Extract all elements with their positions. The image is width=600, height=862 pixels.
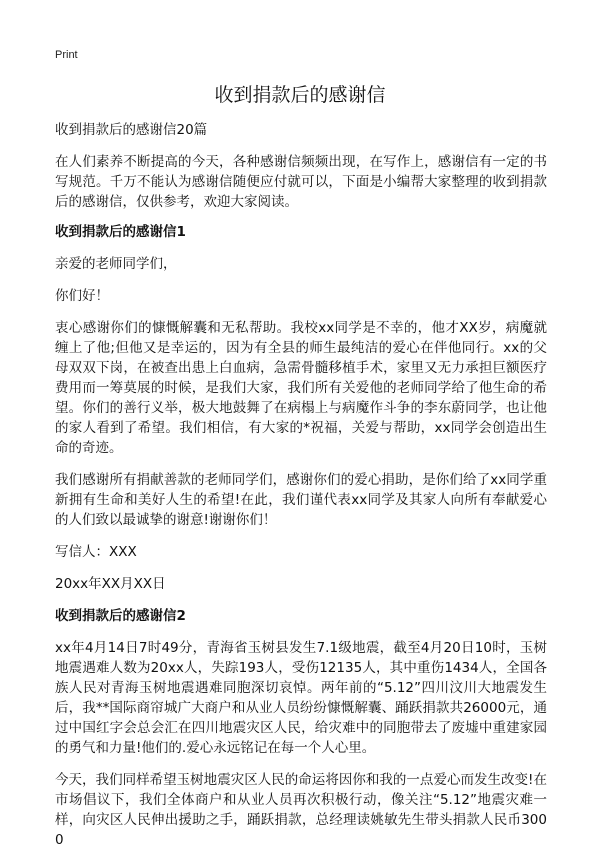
letter2-paragraph-1: xx年4月14日7时49分，青海省玉树县发生7.1级地震，截至4月20日10时，玉树地震遇难人数为20xx人，失踪193人，受伤12135人，其中重伤1434人，全国各族人民对青海玉树地震遇难同胞深切哀悼。两年前的“5.12”四川汶川大地震发生后，我**国际商帘城广大商户和从业人员纷纷慷慨解囊、踊跃捐款共26000元，通过中国红字会总会汇在四川地震灾区人民，给灾难中的同胞带去了废墟中重建家园的勇气和力量!他们的.爱心永远铭记在每一个人心里。: [55, 640, 547, 756]
letter1-paragraph-1: 衷心感谢你们的慷慨解囊和无私帮助。我校xx同学是不幸的，他才XX岁，病魔就缠上了他;但他又是幸运的，因为有全县的师生最纯洁的爱心在伴他同行。xx的父母双双下岗，在被查出患上白血病，急需骨髓移植手术，家里又无力承担巨额医疗费用而一筹莫展的时候，是我们大家，我们所有关爱他的老师同学给了他生命的希望。你们的善行义举，极大地鼓舞了在病榻上与病魔作斗争的李东蔚同学，也让他的家人看到了希望。我们相信，有大家的*祝福，关爱与帮助，xx同学会创造出生命的奇迹。: [55, 320, 547, 456]
letter1-heading: 收到捐款后的感谢信1: [55, 224, 186, 240]
document-subtitle: 收到捐款后的感谢信20篇: [55, 122, 208, 138]
letter1-salutation: 亲爱的老师同学们，: [55, 256, 177, 272]
letter1-paragraph-2: 我们感谢所有捐献善款的老师同学们，感谢你们的爱心捐助，是你们给了xx同学重新拥有生命和美好人生的希望!在此，我们谨代表xx同学及其家人向所有奉献爱心的人们致以最诚挚的谢意!谢谢你们！: [55, 472, 547, 528]
intro-paragraph: 在人们素养不断提高的今天，各种感谢信频频出现，在写作上，感谢信有一定的书写规范。千万不能认为感谢信随便应付就可以，下面是小编帮大家整理的收到捐款后的感谢信，仅供参考，欢迎大家阅读。: [55, 154, 547, 210]
letter1-signer: 写信人：XXX: [55, 544, 137, 560]
document-body: [55, 120, 547, 862]
print-link[interactable]: Print: [55, 49, 78, 61]
page-title: 收到捐款后的感谢信: [214, 84, 386, 106]
letter1-greeting: 你们好！: [55, 288, 109, 304]
letter1-date: 20xx年XX月XX日: [55, 576, 166, 592]
letter2-paragraph-2: 今天，我们同样希望玉树地震灾区人民的命运将因你和我的一点爱心而发生改变!在市场倡议下，我们全体商户和从业人员再次积极行动，像关注“5.12”地震灾难一样，向灾区人民伸出援助之手，踊跃捐款，总经理读姚敏先生带头捐款人民币3000: [55, 772, 547, 848]
letter2-heading: 收到捐款后的感谢信2: [55, 608, 186, 624]
